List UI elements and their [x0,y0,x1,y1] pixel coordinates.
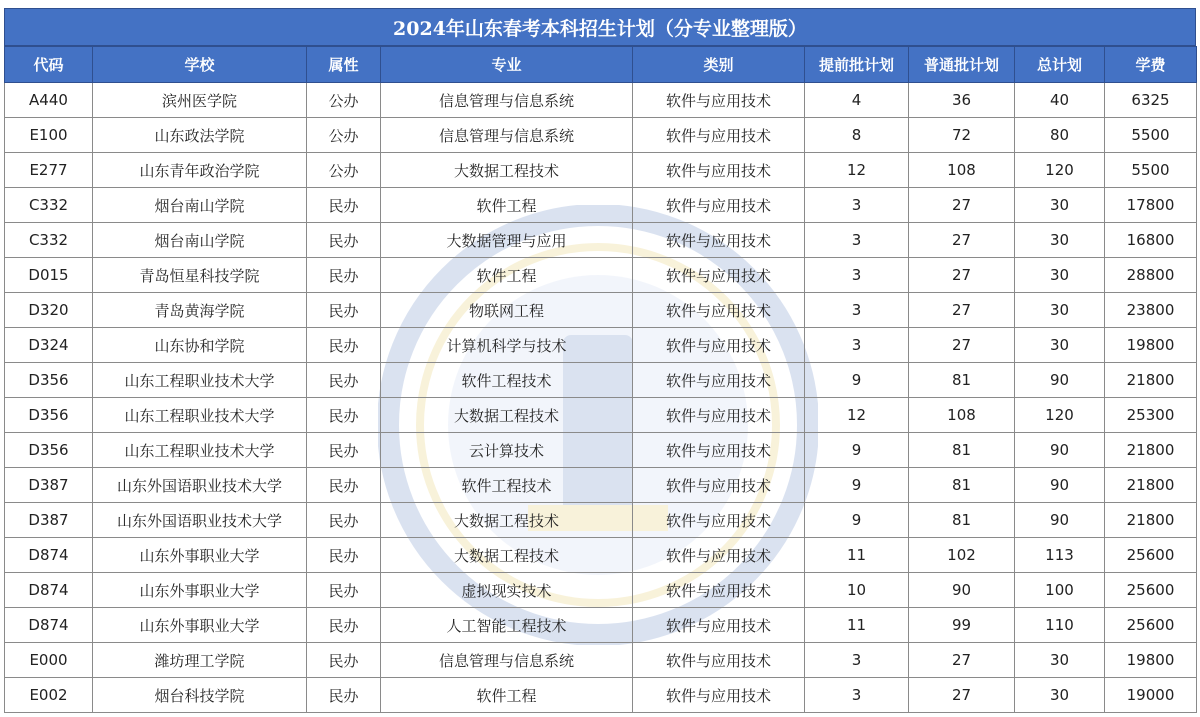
cell-early-plan: 3 [805,643,909,678]
cell-type: 公办 [307,153,381,188]
table-row [5,118,1197,153]
cell-early-plan: 8 [805,118,909,153]
table-row [5,398,1197,433]
table-row [5,293,1197,328]
table-row [5,153,1197,188]
cell-regular-plan: 27 [909,223,1015,258]
cell-type: 民办 [307,573,381,608]
column-header-tuition: 学费 [1105,47,1197,83]
cell-type: 民办 [307,678,381,713]
cell-code: D874 [5,608,93,643]
cell-tuition: 17800 [1105,188,1197,223]
cell-major: 大数据工程技术 [381,538,633,573]
cell-category: 软件与应用技术 [633,258,805,293]
table-row [5,258,1197,293]
cell-regular-plan: 36 [909,83,1015,118]
cell-early-plan: 9 [805,503,909,538]
cell-school: 山东外国语职业技术大学 [93,503,307,538]
cell-code: E277 [5,153,93,188]
table-row [5,188,1197,223]
cell-type: 民办 [307,433,381,468]
cell-school: 滨州医学院 [93,83,307,118]
cell-tuition: 23800 [1105,293,1197,328]
cell-school: 青岛恒星科技学院 [93,258,307,293]
cell-early-plan: 3 [805,678,909,713]
cell-total-plan: 90 [1015,503,1105,538]
column-header-major: 专业 [381,47,633,83]
cell-major: 软件工程 [381,188,633,223]
cell-category: 软件与应用技术 [633,153,805,188]
cell-major: 信息管理与信息系统 [381,118,633,153]
cell-regular-plan: 81 [909,468,1015,503]
cell-school: 潍坊理工学院 [93,643,307,678]
cell-school: 山东工程职业技术大学 [93,433,307,468]
cell-school: 山东青年政治学院 [93,153,307,188]
cell-category: 软件与应用技术 [633,468,805,503]
cell-category: 软件与应用技术 [633,433,805,468]
cell-total-plan: 30 [1015,328,1105,363]
cell-total-plan: 100 [1015,573,1105,608]
cell-school: 山东工程职业技术大学 [93,363,307,398]
cell-category: 软件与应用技术 [633,83,805,118]
cell-major: 软件工程技术 [381,363,633,398]
cell-tuition: 25600 [1105,538,1197,573]
cell-code: D356 [5,398,93,433]
cell-tuition: 28800 [1105,258,1197,293]
table-row [5,468,1197,503]
enrollment-plan-table [4,46,1197,713]
column-header-regular-plan: 普通批计划 [909,47,1015,83]
cell-early-plan: 3 [805,328,909,363]
cell-regular-plan: 72 [909,118,1015,153]
cell-code: A440 [5,83,93,118]
cell-school: 山东外事职业大学 [93,573,307,608]
cell-tuition: 21800 [1105,503,1197,538]
cell-category: 软件与应用技术 [633,363,805,398]
cell-school: 山东政法学院 [93,118,307,153]
cell-regular-plan: 108 [909,153,1015,188]
cell-code: D015 [5,258,93,293]
cell-tuition: 25300 [1105,398,1197,433]
cell-major: 软件工程技术 [381,468,633,503]
cell-tuition: 16800 [1105,223,1197,258]
table-body [5,83,1197,713]
cell-code: C332 [5,223,93,258]
cell-early-plan: 3 [805,188,909,223]
cell-early-plan: 3 [805,293,909,328]
cell-code: D874 [5,573,93,608]
cell-total-plan: 90 [1015,468,1105,503]
cell-code: E002 [5,678,93,713]
cell-early-plan: 11 [805,538,909,573]
cell-total-plan: 90 [1015,433,1105,468]
cell-category: 软件与应用技术 [633,293,805,328]
cell-school: 山东协和学院 [93,328,307,363]
column-header-school: 学校 [93,47,307,83]
cell-type: 民办 [307,363,381,398]
cell-early-plan: 10 [805,573,909,608]
table-title: 2024年山东春考本科招生计划（分专业整理版） [4,8,1196,46]
table-row [5,608,1197,643]
table-row [5,503,1197,538]
cell-tuition: 6325 [1105,83,1197,118]
cell-tuition: 19800 [1105,643,1197,678]
cell-total-plan: 30 [1015,223,1105,258]
table-row [5,678,1197,713]
table-row [5,83,1197,118]
cell-code: D356 [5,433,93,468]
cell-total-plan: 30 [1015,293,1105,328]
cell-category: 软件与应用技术 [633,223,805,258]
cell-regular-plan: 81 [909,503,1015,538]
cell-type: 民办 [307,538,381,573]
cell-major: 物联网工程 [381,293,633,328]
cell-type: 民办 [307,328,381,363]
cell-tuition: 19800 [1105,328,1197,363]
cell-type: 公办 [307,118,381,153]
cell-school: 烟台科技学院 [93,678,307,713]
cell-tuition: 25600 [1105,573,1197,608]
cell-school: 山东外事职业大学 [93,608,307,643]
cell-major: 软件工程 [381,678,633,713]
cell-tuition: 25600 [1105,608,1197,643]
cell-total-plan: 120 [1015,153,1105,188]
cell-major: 软件工程 [381,258,633,293]
cell-early-plan: 9 [805,363,909,398]
cell-type: 民办 [307,503,381,538]
table-row [5,573,1197,608]
cell-school: 山东工程职业技术大学 [93,398,307,433]
cell-total-plan: 110 [1015,608,1105,643]
cell-category: 软件与应用技术 [633,503,805,538]
cell-school: 山东外事职业大学 [93,538,307,573]
cell-early-plan: 9 [805,468,909,503]
cell-code: D874 [5,538,93,573]
cell-regular-plan: 90 [909,573,1015,608]
cell-total-plan: 90 [1015,363,1105,398]
cell-regular-plan: 108 [909,398,1015,433]
table-row [5,328,1197,363]
cell-regular-plan: 27 [909,188,1015,223]
cell-type: 民办 [307,258,381,293]
cell-type: 公办 [307,83,381,118]
cell-type: 民办 [307,293,381,328]
cell-early-plan: 12 [805,153,909,188]
cell-code: D356 [5,363,93,398]
cell-total-plan: 113 [1015,538,1105,573]
table-row [5,223,1197,258]
cell-tuition: 21800 [1105,468,1197,503]
cell-early-plan: 4 [805,83,909,118]
cell-regular-plan: 102 [909,538,1015,573]
cell-category: 软件与应用技术 [633,328,805,363]
cell-tuition: 5500 [1105,118,1197,153]
cell-major: 云计算技术 [381,433,633,468]
cell-total-plan: 30 [1015,258,1105,293]
cell-early-plan: 3 [805,223,909,258]
cell-category: 软件与应用技术 [633,118,805,153]
cell-category: 软件与应用技术 [633,678,805,713]
cell-category: 软件与应用技术 [633,538,805,573]
cell-code: D320 [5,293,93,328]
cell-tuition: 21800 [1105,363,1197,398]
cell-major: 计算机科学与技术 [381,328,633,363]
cell-total-plan: 40 [1015,83,1105,118]
cell-code: D387 [5,468,93,503]
table-row [5,433,1197,468]
cell-code: E000 [5,643,93,678]
cell-regular-plan: 27 [909,328,1015,363]
cell-total-plan: 30 [1015,678,1105,713]
cell-code: C332 [5,188,93,223]
cell-school: 青岛黄海学院 [93,293,307,328]
column-header-early-plan: 提前批计划 [805,47,909,83]
cell-major: 信息管理与信息系统 [381,83,633,118]
header-row [5,47,1197,83]
cell-regular-plan: 27 [909,643,1015,678]
cell-major: 人工智能工程技术 [381,608,633,643]
column-header-category: 类别 [633,47,805,83]
cell-category: 软件与应用技术 [633,643,805,678]
cell-major: 大数据管理与应用 [381,223,633,258]
cell-major: 大数据工程技术 [381,503,633,538]
cell-type: 民办 [307,188,381,223]
cell-early-plan: 11 [805,608,909,643]
cell-regular-plan: 99 [909,608,1015,643]
cell-regular-plan: 27 [909,293,1015,328]
cell-type: 民办 [307,398,381,433]
cell-school: 山东外国语职业技术大学 [93,468,307,503]
cell-total-plan: 80 [1015,118,1105,153]
cell-major: 大数据工程技术 [381,153,633,188]
table-row [5,538,1197,573]
cell-regular-plan: 27 [909,678,1015,713]
cell-total-plan: 120 [1015,398,1105,433]
cell-category: 软件与应用技术 [633,398,805,433]
cell-early-plan: 12 [805,398,909,433]
cell-code: E100 [5,118,93,153]
cell-category: 软件与应用技术 [633,188,805,223]
cell-regular-plan: 81 [909,363,1015,398]
cell-early-plan: 3 [805,258,909,293]
cell-type: 民办 [307,608,381,643]
cell-category: 软件与应用技术 [633,608,805,643]
cell-major: 大数据工程技术 [381,398,633,433]
cell-type: 民办 [307,468,381,503]
cell-tuition: 21800 [1105,433,1197,468]
cell-type: 民办 [307,223,381,258]
cell-code: D387 [5,503,93,538]
cell-total-plan: 30 [1015,643,1105,678]
cell-early-plan: 9 [805,433,909,468]
cell-major: 虚拟现实技术 [381,573,633,608]
table-row [5,643,1197,678]
cell-category: 软件与应用技术 [633,573,805,608]
column-header-type: 属性 [307,47,381,83]
cell-major: 信息管理与信息系统 [381,643,633,678]
column-header-total-plan: 总计划 [1015,47,1105,83]
cell-tuition: 5500 [1105,153,1197,188]
table-row [5,363,1197,398]
cell-total-plan: 30 [1015,188,1105,223]
cell-regular-plan: 27 [909,258,1015,293]
cell-school: 烟台南山学院 [93,223,307,258]
cell-regular-plan: 81 [909,433,1015,468]
column-header-code: 代码 [5,47,93,83]
cell-tuition: 19000 [1105,678,1197,713]
cell-school: 烟台南山学院 [93,188,307,223]
cell-type: 民办 [307,643,381,678]
cell-code: D324 [5,328,93,363]
